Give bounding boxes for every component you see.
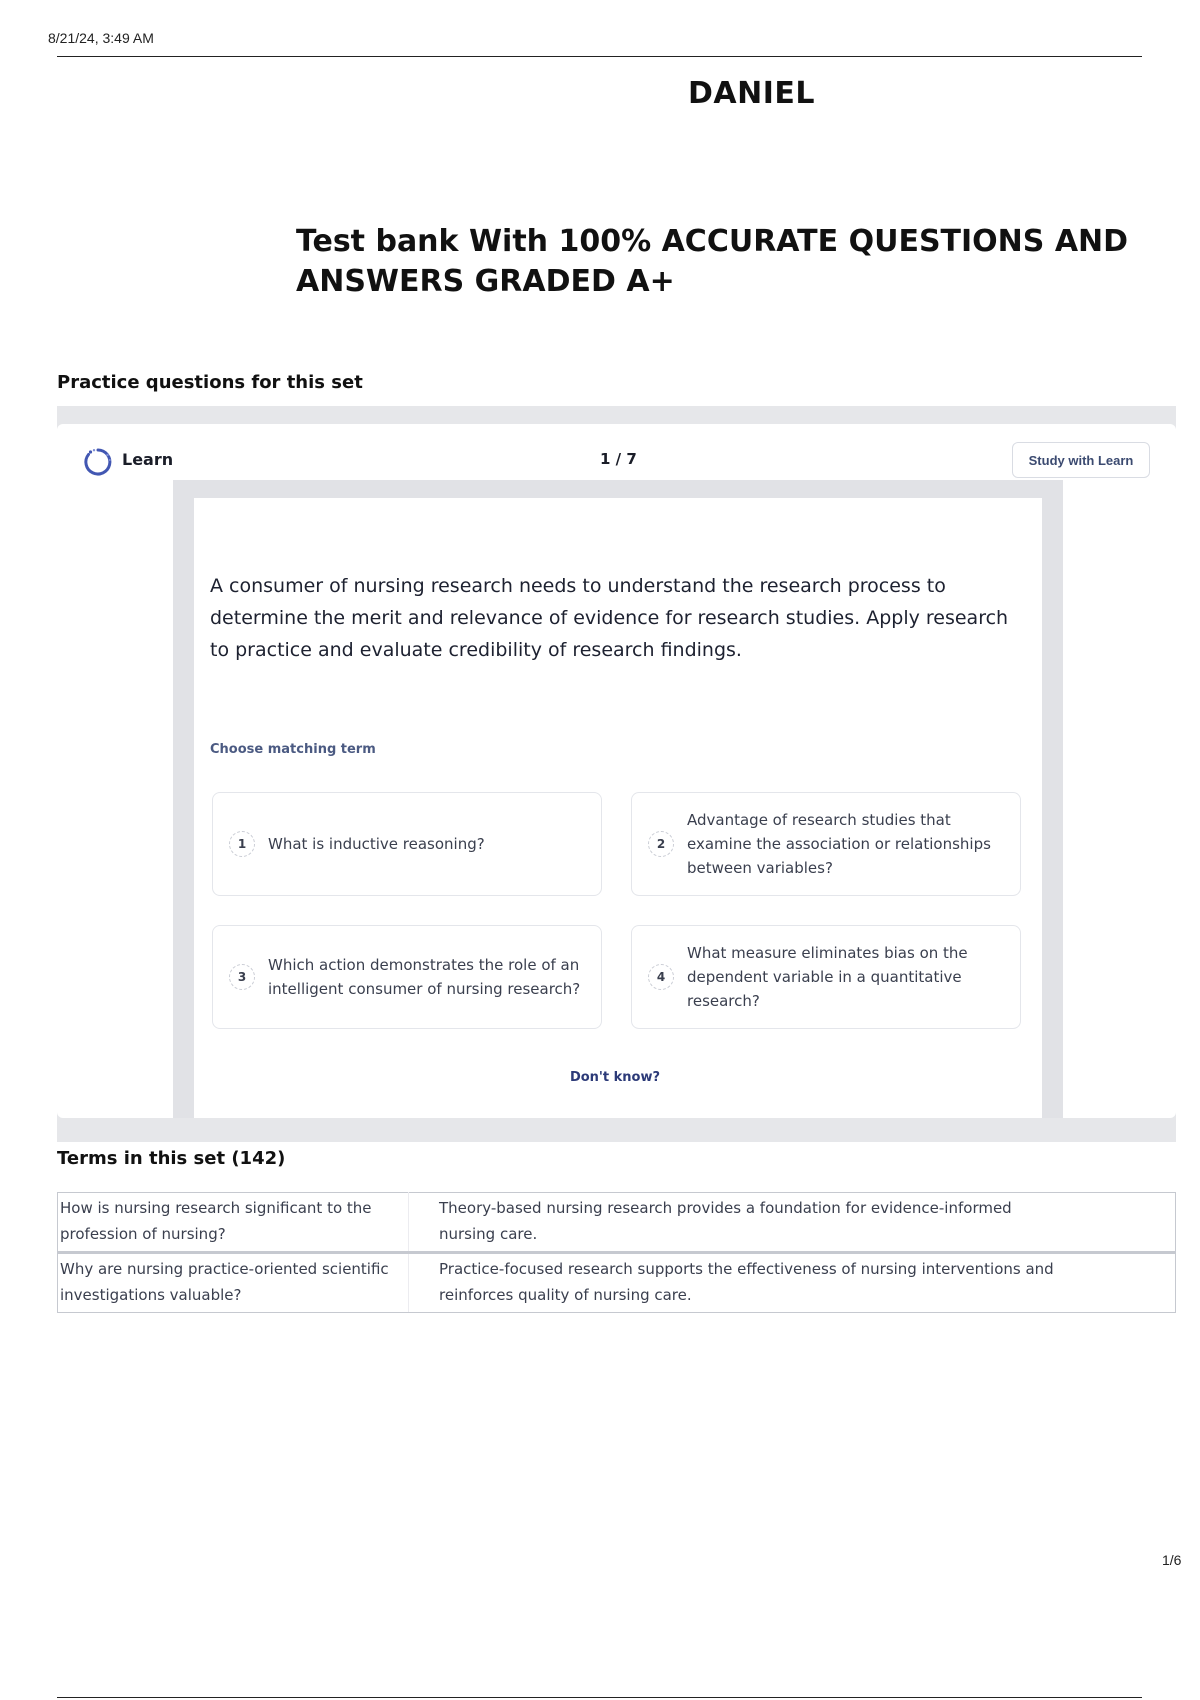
term-cell: Why are nursing practice-oriented scientific investigations valuable? [58, 1253, 409, 1313]
terms-heading: Terms in this set (142) [57, 1148, 286, 1169]
option-number-badge: 1 [229, 831, 255, 857]
option-number-badge: 2 [648, 831, 674, 857]
document-title: Test bank With 100% ACCURATE QUESTIONS AND ANSWERS GRADED A+ [296, 224, 1129, 299]
answer-option-2[interactable] [631, 792, 1021, 896]
footer-rule [57, 1697, 1142, 1698]
table-row [58, 1253, 1176, 1313]
header-rule [57, 56, 1142, 57]
answer-option-4[interactable] [631, 925, 1021, 1029]
author-name: DANIEL [688, 76, 815, 111]
answer-option-3[interactable] [212, 925, 602, 1029]
answer-option-1[interactable] [212, 792, 602, 896]
study-with-learn-button[interactable]: Study with Learn [1012, 442, 1150, 478]
term-cell: How is nursing research significant to the profession of nursing? [58, 1193, 409, 1253]
option-text: Which action demonstrates the role of an intelligent consumer of nursing research? [268, 956, 581, 998]
page-number: 1/6 [1162, 1552, 1182, 1568]
definition-cell: Practice-focused research supports the effectiveness of nursing interventions and reinforces quality of nursing care. [409, 1253, 1176, 1313]
option-number-badge: 4 [648, 964, 674, 990]
table-row [58, 1193, 1176, 1253]
dont-know-link[interactable]: Don't know? [569, 1070, 661, 1085]
option-number-badge: 3 [229, 964, 255, 990]
definition-cell: Theory-based nursing research provides a foundation for evidence-informed nursing care. [409, 1193, 1176, 1253]
option-text: What measure eliminates bias on the dependent variable in a quantitative research? [687, 944, 968, 1010]
learn-label: Learn [122, 450, 174, 469]
print-timestamp: 8/21/24, 3:49 AM [48, 30, 154, 46]
option-text: Advantage of research studies that examine the association or relationships between variables? [687, 811, 991, 877]
practice-heading: Practice questions for this set [57, 372, 363, 393]
question-progress: 1 / 7 [600, 450, 637, 468]
question-text: A consumer of nursing research needs to understand the research process to determine the merit and relevance of evidence for research studies. Apply research to practice and evaluate credibility of research findings. [210, 575, 1009, 661]
option-text: What is inductive reasoning? [268, 835, 485, 853]
terms-table [57, 1192, 1176, 1313]
learn-logo-icon [82, 446, 114, 478]
choose-matching-term-label: Choose matching term [210, 742, 376, 757]
